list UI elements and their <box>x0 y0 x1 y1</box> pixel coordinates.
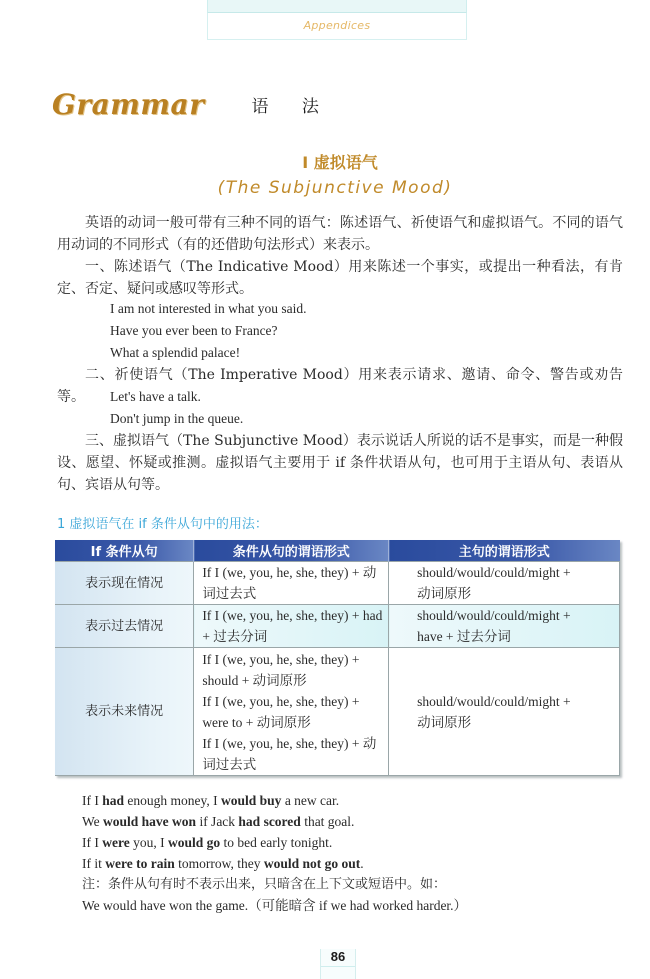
section-title: Ⅰ 虚拟语气 <box>302 153 378 172</box>
page-number-divider <box>321 966 355 967</box>
example-sentence: If it were to rain tomorrow, they would not go out. <box>82 856 364 871</box>
example-sentence: I am not interested in what you said. <box>110 301 307 316</box>
cell-line: have + 过去分词 <box>417 629 511 644</box>
indicative-paragraph: 一、陈述语气（The Indicative Mood）用来陈述一个事实，或提出一种看法，有肯定、否定、疑问或感叹等形式。 <box>57 259 623 297</box>
cell-line: + 过去分词 <box>202 629 268 644</box>
cell-line: 词过去式 <box>202 586 257 601</box>
subjunctive-paragraph: 三、虚拟语气（The Subjunctive Mood）表示说话人所说的话不是事实，而是一种假设、愿望、怀疑或推测。虚拟语气主要用于 if 条件状语从句，也可用于主语从句、表语从句、宾语从句等。 <box>57 433 623 493</box>
example-sentence: If I were you, I would go to bed early tonight. <box>82 835 333 850</box>
condition-cell <box>194 562 389 605</box>
note-text: 注：条件从句有时不表示出来，只暗含在上下文或短语中。如： <box>82 877 447 892</box>
cell-line: should + 动词原形 <box>202 672 307 688</box>
table-row <box>55 648 620 776</box>
table-row <box>55 562 620 605</box>
page-title <box>52 84 333 124</box>
cell-line: If I (we, you, he, she, they) + had <box>202 608 383 623</box>
cell-line: 动词原形 <box>417 586 472 601</box>
note-example: We would have won the game.（可能暗含 if we had worked harder.） <box>82 898 468 913</box>
cell-line: were to + 动词原形 <box>202 714 311 730</box>
row-label: 表示过去情况 <box>55 605 194 648</box>
column-header: If 条件从句 <box>55 540 194 562</box>
title-chinese: 语 法 <box>251 96 333 117</box>
column-header: 条件从句的谓语形式 <box>194 540 389 562</box>
table-row <box>55 605 620 648</box>
condition-cell <box>194 648 389 776</box>
condition-cell <box>194 605 389 648</box>
subheading-if-clause: 1 虚拟语气在 if 条件从句中的用法： <box>57 517 268 532</box>
running-header: Appendices <box>207 12 467 40</box>
imperative-paragraph: 二、祈使语气（The Imperative Mood）用来表示请求、邀请、命令、警告或劝告等。 <box>57 367 623 405</box>
main-clause-cell <box>389 605 620 648</box>
column-header: 主句的谓语形式 <box>389 540 620 562</box>
subjunctive-table <box>55 540 620 776</box>
cell-line: should/would/could/might + <box>417 565 571 580</box>
example-sentence: We would have won if Jack had scored that goal. <box>82 814 355 829</box>
cell-line: 动词原形 <box>417 714 472 730</box>
cell-line: should/would/could/might + <box>417 608 571 623</box>
example-sentence: Let's have a talk. <box>110 389 201 404</box>
main-clause-cell <box>389 648 620 776</box>
cell-line: should/would/could/might + <box>417 693 571 709</box>
example-sentence: What a splendid palace! <box>110 345 241 360</box>
page-number-text: 86 <box>330 949 346 964</box>
cell-line: If I (we, you, he, she, they) + <box>202 651 360 667</box>
example-sentence: Have you ever been to France? <box>110 323 278 338</box>
cell-line: If I (we, you, he, she, they) + 动 <box>202 735 377 751</box>
table-header-row <box>55 540 620 562</box>
cell-line: If I (we, you, he, she, they) + 动 <box>202 565 377 580</box>
title-english: Grammar <box>52 87 205 121</box>
example-sentences <box>82 790 467 916</box>
example-sentence: Don't jump in the queue. <box>110 411 244 426</box>
page-number <box>320 949 356 979</box>
row-label: 表示未来情况 <box>55 648 194 776</box>
cell-line: If I (we, you, he, she, they) + <box>202 693 360 709</box>
example-sentence: If I had enough money, I would buy a new car. <box>82 793 340 808</box>
main-clause-cell <box>389 562 620 605</box>
row-label: 表示现在情况 <box>55 562 194 605</box>
cell-line: 词过去式 <box>202 756 257 772</box>
section-subtitle: (The Subjunctive Mood) <box>217 178 453 198</box>
intro-paragraph: 英语的动词一般可带有三种不同的语气：陈述语气、祈使语气和虚拟语气。不同的语气用动词的不同形式（有的还借助句法形式）来表示。 <box>57 215 623 253</box>
